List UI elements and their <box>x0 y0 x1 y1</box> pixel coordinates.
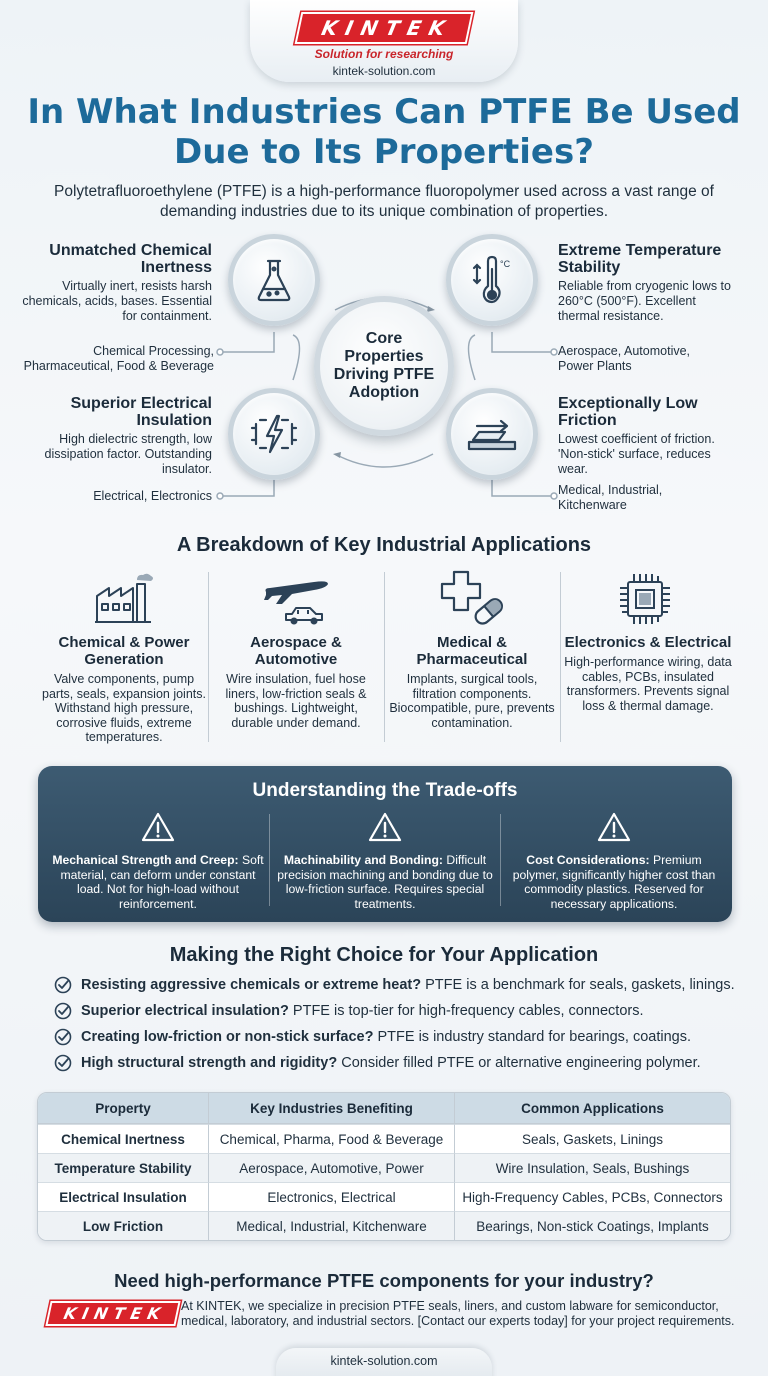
prop-electrical-title: Superior Electrical Insulation <box>70 395 212 429</box>
table-header: Key Industries Benefiting <box>208 1093 454 1124</box>
table-cell: High-Frequency Cables, PCBs, Connectors <box>454 1182 730 1211</box>
tradeoff-text: Difficult precision machining and bonding due to low-friction surface. Requires special treatments. <box>277 853 493 911</box>
table-row <box>38 1153 730 1182</box>
table-row <box>38 1182 730 1211</box>
prop-electrical-desc: High dielectric strength, low dissipation factor. Outstanding insulator. <box>44 432 212 476</box>
warning-icon <box>141 812 175 842</box>
table-cell: Temperature Stability <box>38 1153 208 1182</box>
table-cell: Low Friction <box>38 1211 208 1240</box>
tradeoff-lead: Cost Considerations: <box>526 853 650 867</box>
table-row <box>38 1124 730 1153</box>
core-label: Core Properties Driving PTFE Adoption <box>333 330 435 401</box>
app-desc: High-performance wiring, data cables, PCBs, insulated transformers. Prevents signal loss & thermal damage. <box>564 655 732 713</box>
apps-divider <box>560 572 561 742</box>
table-cell: Aerospace, Automotive, Power <box>208 1153 454 1182</box>
apps-divider <box>208 572 209 742</box>
prop-temp-desc: Reliable from cryogenic lows to 260°C (500°F). Excellent thermal resistance. <box>558 279 731 323</box>
choice-question: Resisting aggressive chemicals or extreme heat? <box>81 977 422 993</box>
tagline: Solution for researching <box>314 47 454 61</box>
choice-question: Superior electrical insulation? <box>81 1003 289 1019</box>
cta-kintek-logo[interactable]: KINTEK <box>45 1301 180 1326</box>
app-title: Electronics & Electrical <box>564 634 732 651</box>
choice-answer: PTFE is top-tier for high-frequency cables, connectors. <box>292 1003 644 1019</box>
table-cell: Chemical Inertness <box>38 1124 208 1153</box>
prop-friction-title: Exceptionally Low Friction <box>558 395 698 429</box>
cta-text: At KINTEK, we specialize in precision PTFE seals, liners, and custom labware for semiconductor, medical, laboratory, and industrial sectors. [Contact our experts today] for your project requirements. <box>181 1299 735 1328</box>
connector-arc-bottom <box>335 454 433 467</box>
chip-icon <box>616 570 674 628</box>
prop-chemical-industries: Chemical Processing, Pharmaceutical, Food & Beverage <box>23 344 214 373</box>
kintek-logo[interactable]: KINTEK <box>294 12 473 44</box>
apps-heading: A Breakdown of Key Industrial Applications <box>176 534 592 556</box>
plane-car-icon <box>262 570 332 628</box>
connector-chem <box>222 332 274 352</box>
table-cell: Seals, Gaskets, Linings <box>454 1124 730 1153</box>
table-cell: Chemical, Pharma, Food & Beverage <box>208 1124 454 1153</box>
prop-temp-title: Extreme Temperature Stability <box>558 242 722 276</box>
check-circle-icon <box>54 976 72 994</box>
flask-icon <box>228 234 320 326</box>
check-circle-icon <box>54 1002 72 1020</box>
prop-temp-industries: Aerospace, Automotive, Power Plants <box>558 344 691 373</box>
sliding-layers-icon <box>446 388 538 480</box>
tradeoffs-heading: Understanding the Trade-offs <box>252 780 518 801</box>
app-aerospace-automotive <box>212 634 380 730</box>
prop-chemical-block <box>22 242 212 324</box>
tradeoff-lead: Machinability and Bonding: <box>283 853 443 867</box>
choice-question: High structural strength and rigidity? <box>81 1055 338 1071</box>
choice-question: Creating low-friction or non-stick surface? <box>81 1029 374 1045</box>
properties-table <box>37 1092 731 1241</box>
page-title: In What Industries Can PTFE Be Used Due to Its Properties? <box>27 92 741 172</box>
tradeoff-divider <box>269 814 270 906</box>
choice-item <box>54 1054 744 1072</box>
choice-item <box>54 976 744 994</box>
tradeoff-item <box>504 812 724 911</box>
tradeoff-item <box>275 812 495 911</box>
tradeoff-text: Premium polymer, significantly higher cost than commodity plastics. Reserved for necessary applications. <box>512 853 716 911</box>
tradeoff-divider <box>500 814 501 906</box>
tradeoffs-panel <box>38 766 732 922</box>
connector-temp <box>492 332 552 352</box>
footer-url[interactable]: kintek-solution.com <box>330 1354 438 1368</box>
app-desc: Implants, surgical tools, filtration components. Biocompatible, pure, prevents contamination. <box>389 672 555 730</box>
choice-answer: Consider filled PTFE or alternative engineering polymer. <box>341 1055 701 1071</box>
header-url[interactable]: kintek-solution.com <box>332 64 436 78</box>
tradeoff-lead: Mechanical Strength and Creep: <box>52 853 239 867</box>
app-electronics-electrical <box>564 634 732 713</box>
footer-badge <box>276 1348 492 1376</box>
medical-cross-pill-icon <box>440 568 506 630</box>
table-header: Property <box>38 1093 208 1124</box>
prop-chemical-title: Unmatched Chemical Inertness <box>49 242 212 276</box>
check-circle-icon <box>54 1028 72 1046</box>
check-circle-icon <box>54 1054 72 1072</box>
table-row <box>38 1211 730 1240</box>
choice-answer: PTFE is a benchmark for seals, gaskets, linings. <box>425 977 735 993</box>
cta-heading: Need high-performance PTFE components for your industry? <box>114 1270 654 1291</box>
connector-arc-right <box>469 335 476 380</box>
table-cell: Medical, Industrial, Kitchenware <box>208 1211 454 1240</box>
app-title: Aerospace & Automotive <box>250 634 342 668</box>
app-title: Medical & Pharmaceutical <box>416 634 528 668</box>
factory-icon <box>93 572 155 626</box>
intro-text: Polytetrafluoroethylene (PTFE) is a high-performance fluoropolymer used across a vast range of demanding industries due to its unique combination of properties. <box>54 183 714 220</box>
choice-heading: Making the Right Choice for Your Application <box>169 944 599 966</box>
svg-text:°C: °C <box>500 259 511 269</box>
app-chemical-power <box>40 634 208 745</box>
prop-electrical-industries: Electrical, Electronics <box>93 489 212 503</box>
lightning-icon <box>228 388 320 480</box>
choice-item <box>54 1002 744 1020</box>
table-cell: Electrical Insulation <box>38 1182 208 1211</box>
warning-icon <box>368 812 402 842</box>
prop-chemical-desc: Virtually inert, resists harsh chemicals, acids, bases. Essential for containment. <box>22 279 212 323</box>
prop-friction-block <box>558 395 738 477</box>
app-title: Chemical & Power Generation <box>58 634 190 668</box>
tradeoff-item <box>48 812 268 911</box>
table-cell: Bearings, Non-stick Coatings, Implants <box>454 1211 730 1240</box>
thermometer-icon <box>446 234 538 326</box>
app-desc: Wire insulation, fuel hose liners, low-friction seals & bushings. Lightweight, durable under demand. <box>225 672 367 730</box>
table-header: Common Applications <box>454 1093 730 1124</box>
tradeoff-text: Soft material, can deform under constant load. Not for high-load without reinforcement. <box>60 853 264 911</box>
core-properties-hub <box>314 296 454 436</box>
table-cell: Electronics, Electrical <box>208 1182 454 1211</box>
prop-temp-block <box>558 242 738 324</box>
prop-friction-industries: Medical, Industrial, Kitchenware <box>558 483 663 512</box>
app-desc: Valve components, pump parts, seals, expansion joints. Withstand high pressure, corrosive fluids, extreme temperatures. <box>42 672 206 744</box>
prop-electrical-block <box>22 395 212 477</box>
apps-divider <box>384 572 385 742</box>
choice-answer: PTFE is industry standard for bearings, coatings. <box>377 1029 691 1045</box>
header-badge <box>250 0 518 82</box>
warning-icon <box>597 812 631 842</box>
choice-item <box>54 1028 744 1046</box>
connector-arc-left <box>293 335 300 380</box>
prop-friction-desc: Lowest coefficient of friction. 'Non-stick' surface, reduces wear. <box>558 432 715 476</box>
table-cell: Wire Insulation, Seals, Bushings <box>454 1153 730 1182</box>
app-medical-pharma <box>388 634 556 730</box>
